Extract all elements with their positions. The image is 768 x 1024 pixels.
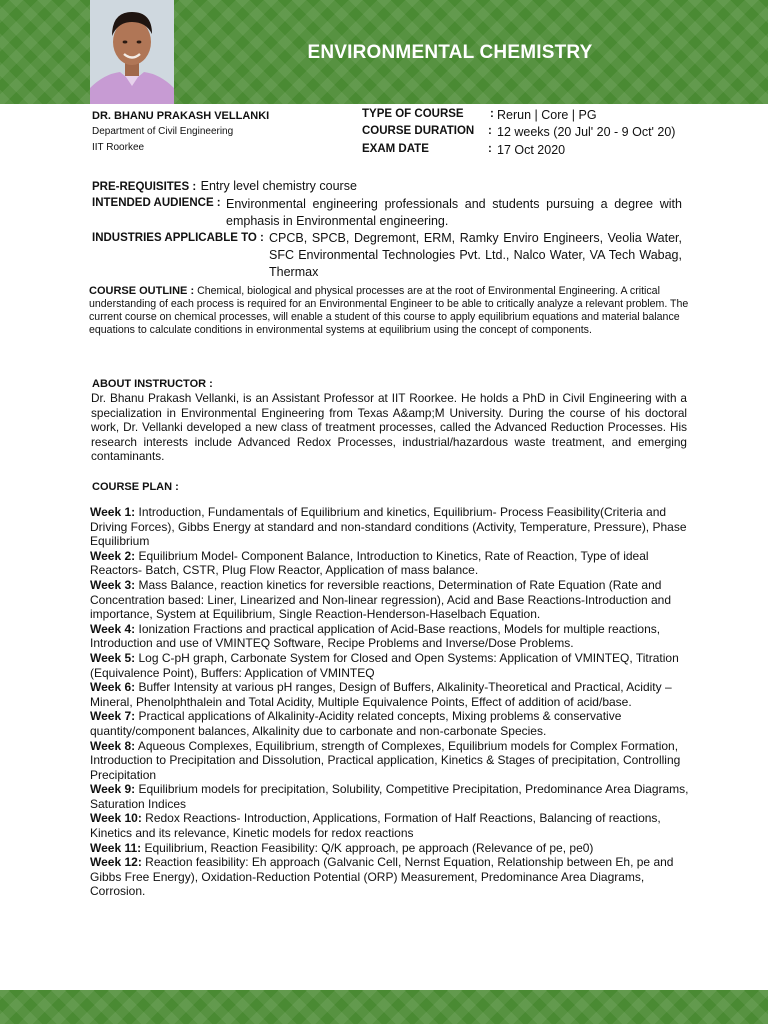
exam-date-label: EXAM DATE bbox=[362, 143, 429, 155]
plan-week-8-text: Aqueous Complexes, Equilibrium, strength of Complexes, Equilibrium models for Complex Formation, Introduction to Precipitation and Dissolution, Practical application, Kinetics & Stages of precipitation, Controlling Precipitation bbox=[90, 738, 681, 782]
plan-week-4-label: Week 4: bbox=[90, 621, 136, 636]
plan-week-4-text: Ionization Fractions and practical application of Acid-Base reactions, Models for multiple reactions, Introduction and use of VMINTEQ Software, Recipe Problems and Inverse/Dose Problems. bbox=[90, 621, 661, 651]
prerequisites-label: PRE-REQUISITES : bbox=[92, 181, 197, 193]
plan-week-11-label: Week 11: bbox=[90, 840, 142, 855]
industries-label: INDUSTRIES APPLICABLE TO : bbox=[92, 232, 264, 244]
course-plan-label: COURSE PLAN : bbox=[92, 481, 179, 493]
plan-week-2-label: Week 2: bbox=[90, 548, 136, 563]
course-type-label: TYPE OF COURSE bbox=[362, 108, 464, 120]
about-instructor-text: Dr. Bhanu Prakash Vellanki, is an Assistant Professor at IIT Roorkee. He holds a PhD in Civil Engineering with a specialization in Environmental Engineering from Texas A&amp;M University. During the course of his doctoral work, Dr. Vellanki developed a new class of treatment processes, called the Advanced Reduction Processes. His research interests include Advanced Redox Processes, industrial/hazardous waste treatment, and emerging contaminants. bbox=[91, 391, 687, 463]
course-outline-text: Chemical, biological and physical processes are at the root of Environmental Engineering. A critical understanding of each process is required for an Environmental Engineer to be able to critically analyze a relevant problem. The current course on chemical processes, will enable a student of this course to apply equilibrium equations and material balance equations to calculate conditions in environmental systems at equilibrium using the concept of components. bbox=[89, 285, 689, 336]
plan-week-1-text: Introduction, Fundamentals of Equilibrium and kinetics, Equilibrium- Process Feasibility(Criteria and Driving Forces), Gibbs Energy at standard and non-standard conditions (Activity, Temperature, Pressure), Phase Equilibrium bbox=[90, 505, 687, 549]
about-instructor-label: ABOUT INSTRUCTOR : bbox=[92, 378, 213, 390]
plan-week-2 bbox=[90, 549, 690, 578]
plan-week-10 bbox=[90, 811, 690, 840]
industries-text: CPCB, SPCB, Degremont, ERM, Ramky Enviro Engineers, Veolia Water, SFC Environmental Technologies Pvt. Ltd., Nalco Water, VA Tech Wabag, Thermax bbox=[269, 231, 682, 279]
plan-week-3 bbox=[90, 578, 690, 622]
footer-banner bbox=[0, 990, 768, 1024]
prerequisites-text: Entry level chemistry course bbox=[200, 179, 357, 193]
plan-week-3-label: Week 3: bbox=[90, 577, 136, 592]
plan-week-5-text: Log C-pH graph, Carbonate System for Closed and Open Systems: Application of VMINTEQ, Titration (Equivalence Point), Buffers: Application of VMINTEQ bbox=[90, 650, 679, 680]
course-plan bbox=[90, 505, 690, 899]
course-duration-sep: : bbox=[488, 125, 492, 137]
plan-week-7-label: Week 7: bbox=[90, 709, 136, 724]
instructor-department: Department of Civil Engineering bbox=[92, 126, 234, 137]
prerequisites bbox=[92, 177, 688, 195]
plan-week-1 bbox=[90, 505, 690, 549]
course-outline-label: COURSE OUTLINE : bbox=[89, 285, 195, 297]
audience-text: Environmental engineering professionals and students pursuing a degree with emphasis in Environmental engineering. bbox=[226, 197, 682, 228]
plan-week-7 bbox=[90, 709, 690, 738]
instructor-portrait-icon bbox=[90, 0, 174, 104]
plan-week-6 bbox=[90, 680, 690, 709]
audience-label: INTENDED AUDIENCE : bbox=[92, 197, 221, 209]
plan-week-2-text: Equilibrium Model- Component Balance, Introduction to Kinetics, Rate of Reaction, Type of ideal Reactors- Batch, CSTR, Plug Flow Reactor, Application of mass balance. bbox=[90, 548, 649, 578]
plan-week-11 bbox=[90, 841, 690, 856]
instructor-name: DR. BHANU PRAKASH VELLANKI bbox=[92, 110, 270, 122]
plan-week-12 bbox=[90, 855, 690, 899]
page-title: ENVIRONMENTAL CHEMISTRY bbox=[307, 42, 593, 63]
plan-week-7-text: Practical applications of Alkalinity-Acidity related concepts, Mixing problems & conservative quantity/component balances, Alkalinity due to carbonate and non-carbonate Species. bbox=[90, 709, 622, 738]
plan-week-10-label: Week 10: bbox=[90, 811, 142, 826]
course-outline bbox=[89, 285, 689, 337]
instructor-photo bbox=[90, 0, 174, 104]
plan-week-4 bbox=[90, 622, 690, 651]
plan-week-5-label: Week 5: bbox=[90, 650, 136, 665]
exam-date-value: 17 Oct 2020 bbox=[497, 143, 566, 157]
plan-week-6-text: Buffer Intensity at various pH ranges, Design of Buffers, Alkalinity-Theoretical and Practical, Acidity – Mineral, Phenolphthalein and Total Acidity, Multiple Equivalence Points, Effect of addition of acid/base. bbox=[90, 680, 672, 709]
plan-week-6-label: Week 6: bbox=[90, 680, 136, 695]
plan-week-5 bbox=[90, 651, 690, 680]
course-duration-value: 12 weeks (20 Jul' 20 - 9 Oct' 20) bbox=[497, 125, 676, 139]
plan-week-11-text: Equilibrium, Reaction Feasibility: Q/K approach, pe approach (Relevance of pe, pe0) bbox=[144, 840, 594, 855]
course-duration-label: COURSE DURATION bbox=[362, 125, 475, 137]
plan-week-12-text: Reaction feasibility: Eh approach (Galvanic Cell, Nernst Equation, Relationship between Eh, pe and Gibbs Free Energy), Oxidation-Reduction Potential (ORP) Measurement, Predominance Area Diagrams, Corrosion. bbox=[90, 855, 674, 899]
plan-week-12-label: Week 12: bbox=[90, 855, 142, 870]
instructor-institute: IIT Roorkee bbox=[92, 142, 145, 153]
plan-week-3-text: Mass Balance, reaction kinetics for reversible reactions, Determination of Rate Equation (Rate and Concentration based: Liner, Linearized and Non-linear regression), Acid and Base Reactions-Introduction and importance, System at Equilibrium, Single Reaction-Henderson-Haselbach Equation. bbox=[90, 577, 672, 622]
plan-week-1-label: Week 1: bbox=[90, 505, 136, 519]
plan-week-9-label: Week 9: bbox=[90, 782, 136, 797]
plan-week-9-text: Equilibrium models for precipitation, Solubility, Competitive Precipitation, Predominance Area Diagrams, Saturation Indices bbox=[90, 782, 689, 811]
course-type-sep: : bbox=[490, 108, 494, 120]
plan-week-8 bbox=[90, 739, 690, 783]
plan-week-10-text: Redox Reactions- Introduction, Applications, Formation of Half Reactions, Balancing of reactions, Kinetics and its relevance, Kinetic models for redox reactions bbox=[90, 811, 661, 841]
course-type-value: Rerun | Core | PG bbox=[497, 108, 597, 122]
exam-date-sep: : bbox=[488, 143, 492, 155]
plan-week-9 bbox=[90, 782, 690, 811]
plan-week-8-label: Week 8: bbox=[90, 738, 136, 753]
